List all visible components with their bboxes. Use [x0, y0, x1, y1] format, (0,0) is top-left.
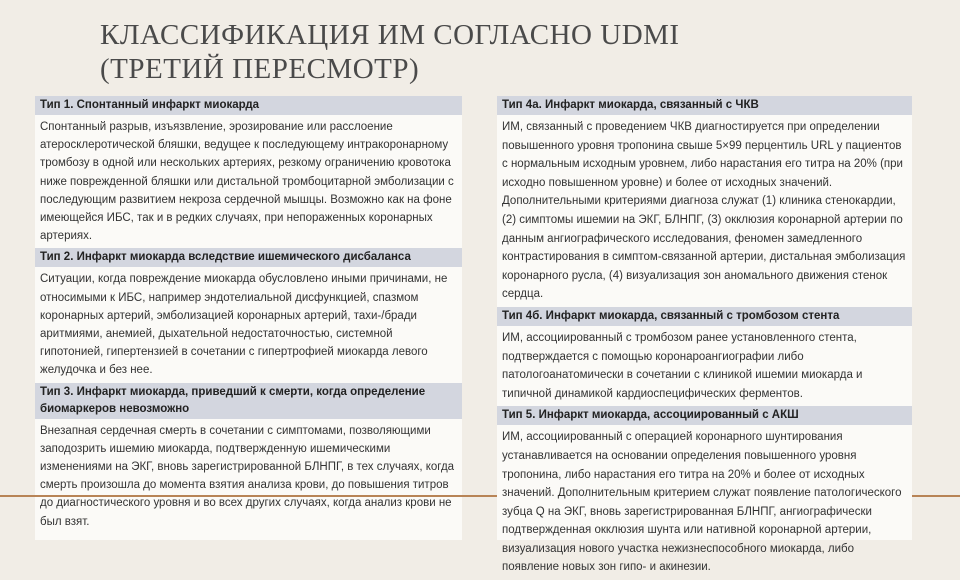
type1-section [35, 96, 462, 248]
slide-title-line2: (ТРЕТИЙ ПЕРЕСМОТР) [100, 53, 420, 85]
type2-body: Ситуации, когда повреждение миокарда обусловлено иными причинами, не относимыми к ИБС, например эндотелиальной дисфункцией, спазмом коронарных артерий, эмболизацией коронарных артерий, тахи-/бради аритмиями, анемией, дыхательной недостаточностью, системной гипотонией, гипертензией в сочетании с гипертрофией миокарда левого желудочка и без нее. [40, 273, 448, 377]
type4a-section [497, 96, 912, 307]
type2-section [35, 248, 462, 382]
right-column [497, 96, 912, 574]
slide-title-line1: КЛАССИФИКАЦИЯ ИМ СОГЛАСНО UDMI [100, 19, 680, 51]
type4a-header: Тип 4а. Инфаркт миокарда, связанный с ЧКВ [497, 96, 912, 115]
type5-body: ИМ, ассоциированный с операцией коронарного шунтирования устанавливается на основании определения повышенного уровня тропонина, либо нарастания его титра на 20% и более от исходных значений. Дополнительным критерием служат появление патологического зубца Q на ЭКГ, вновь зарегистрированная БЛНПГ, ангиографически подтвержденная окклюзия шунта или нативной коронарной артерии, визуализация нового участка нежизнеспособного миокарда, либо появление новых зон гипо- и акинезии. [502, 431, 902, 574]
type3-section [35, 383, 462, 534]
type1-body: Спонтанный разрыв, изъязвление, эрозирование или расслоение атеросклеротической бляшки, ведущее к последующему интракоронарному тромбозу в одной или нескольких артериях, резкому ограничению кровотока ниже поврежденной бляшки или дистальной тромбоцитарной эмболизации с последующим развитием некроза сердечной мышцы. Возможно как на фоне имеющейся ИБС, так и в редких случаях, при непораженных коронарных артериях. [40, 121, 454, 243]
type5-header: Тип 5. Инфаркт миокарда, ассоциированный с АКШ [497, 406, 912, 425]
type3-header: Тип 3. Инфаркт миокарда, приведший к смерти, когда определение биомаркеров невозможно [35, 383, 462, 419]
type4b-body: ИМ, ассоциированный с тромбозом ранее установленного стента, подтверждается с помощью коронароангиографии либо патологоанатомически в сочетании с клиникой ишемии миокарда и типичной динамикой кардиоспецифических ферментов. [502, 331, 863, 400]
left-column [35, 96, 462, 540]
type5-section [497, 406, 912, 580]
type4b-section [497, 307, 912, 406]
type2-header: Тип 2. Инфаркт миокарда вследствие ишемического дисбаланса [35, 248, 462, 267]
type1-header: Тип 1. Спонтанный инфаркт миокарда [35, 96, 462, 115]
type4a-body: ИМ, связанный с проведением ЧКВ диагностируется при определении повышенного уровня тропонина свыше 5×99 перцентиль URL у пациентов с нормальным исходным уровнем, либо нарастания его титра на 20% (при исходно повышенном уровне) и более от исходных значений. Дополнительными критериями диагноза служат (1) клиника стенокардии, (2) симптомы ишемии на ЭКГ, БЛНПГ, (3) окклюзия коронарной артерии по данным ангиографического исследования, феномен замедленного контрастирования в симптом-связанной артерии, дистальная эмболизация коронарного русла, (4) визуализация зон аномального движения стенок сердца. [502, 121, 906, 301]
type4b-header: Тип 4б. Инфаркт миокарда, связанный с тромбозом стента [497, 307, 912, 326]
type3-body: Внезапная сердечная смерть в сочетании с симптомами, позволяющими заподозрить ишемию миокарда, подтвержденную ишемическими изменениями на ЭКГ, вновь зарегистрированной БЛНПГ, в тех случаях, когда смерть произошла до момента взятия анализа крови, до повышения титров до диагностического уровня и во всех других случаях, когда анализ крови не был взят. [40, 424, 455, 528]
slide-title [100, 18, 680, 86]
